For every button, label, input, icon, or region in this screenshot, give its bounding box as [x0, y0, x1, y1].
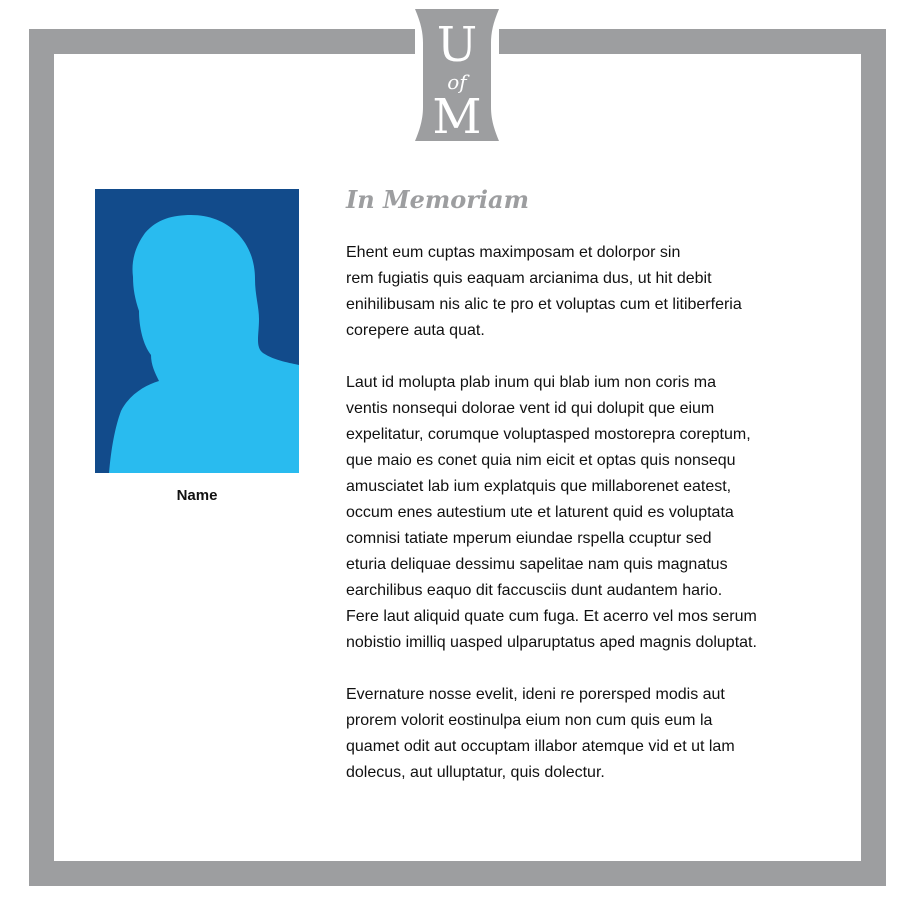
paragraph	[346, 370, 836, 656]
text-line: corepere auta quat.	[346, 322, 485, 339]
portrait-placeholder	[95, 189, 299, 473]
text-line: quamet odit aut occuptam illabor atemque vid et ut lam	[346, 738, 735, 755]
text-line: ventis nonsequi dolorae vent id qui dolupit que eium	[346, 400, 715, 417]
text-line: amusciatet lab ium explatquis que millaborenet eatest,	[346, 478, 732, 495]
portrait-caption: Name	[176, 487, 218, 504]
page-title: In Memoriam	[346, 185, 529, 214]
person-silhouette-icon	[95, 189, 299, 473]
text-line: dolecus, aut ulluptatur, quis dolectur.	[346, 764, 605, 781]
text-line: nobistio imilliq uasped ulparuptatus aped magnis doluptat.	[346, 634, 757, 651]
logo-letter-of: of	[447, 70, 467, 94]
text-line: prorem volorit eostinulpa eium non cum quis eum la	[346, 712, 713, 729]
text-line: rem fugiatis quis eaquam arcianima dus, ut hit debit	[346, 270, 712, 287]
text-line: occum enes autestium ute et laturent quid es voluptata	[346, 504, 734, 521]
memorial-text	[346, 240, 836, 812]
text-line: Evernature nosse evelit, ideni re porersped modis aut	[346, 686, 725, 703]
text-line: enihilibusam nis alic te pro et voluptas cum et litiberferia	[346, 296, 742, 313]
text-line: Ehent eum cuptas maximposam et dolorpor sin	[346, 244, 681, 261]
university-logo	[415, 9, 499, 141]
logo-icon	[415, 9, 499, 141]
text-line: earchilibus eaquo dit faccusciis dunt audantem hario.	[346, 582, 723, 599]
text-line: expelitatur, corumque voluptasped mostorepra coreptum,	[346, 426, 751, 443]
logo-letter-m: M	[432, 89, 482, 141]
logo-letter-u: U	[436, 17, 478, 73]
text-line: Laut id molupta plab inum qui blab ium non coris ma	[346, 374, 716, 391]
paragraph	[346, 682, 836, 786]
text-line: comnisi tatiate mperum eiundae rspella ccuptur sed	[346, 530, 712, 547]
paragraph	[346, 240, 836, 344]
text-line: eturia deliquae dessimu sapelitae nam quis magnatus	[346, 556, 728, 573]
text-line: Fere laut aliquid quate cum fuga. Et acerro vel mos serum	[346, 608, 757, 625]
text-line: que maio es conet quia nim eicit et optas quis nonsequ	[346, 452, 736, 469]
